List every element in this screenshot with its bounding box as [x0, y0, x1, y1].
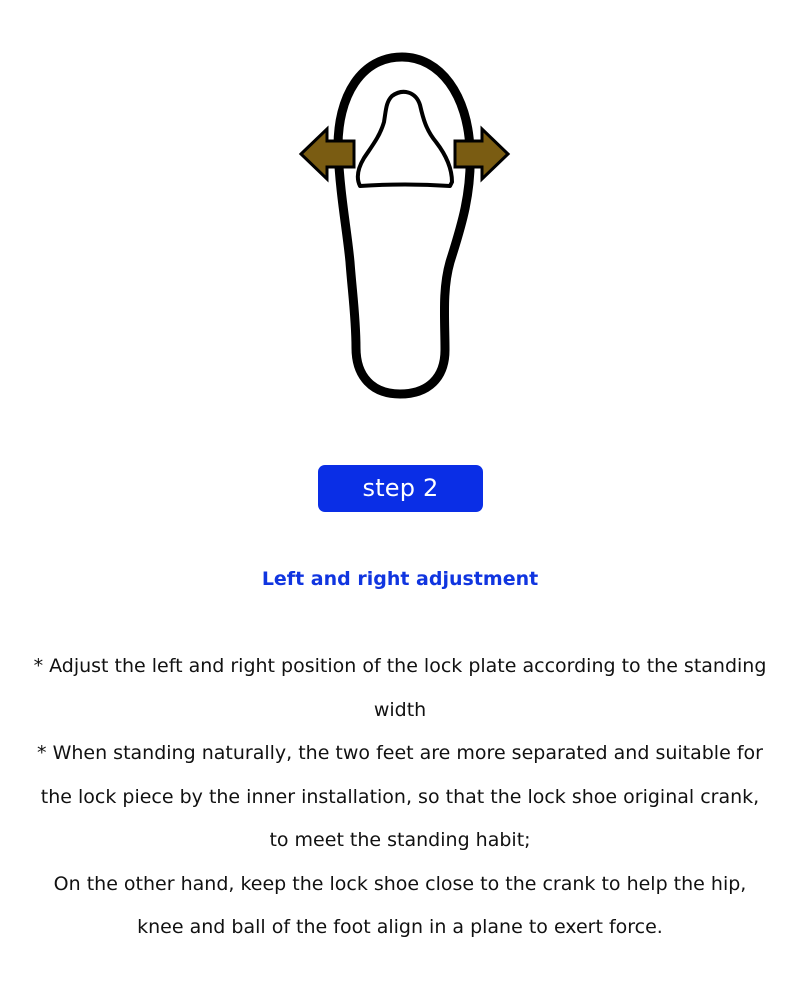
instructions-text: [30, 645, 770, 950]
shoe-adjustment-illustration: [0, 0, 800, 420]
step-badge: step 2: [318, 465, 483, 512]
instruction-paragraph: On the other hand, keep the lock shoe close to the crank to help the hip, knee and ball of the foot align in a plane to exert force.: [53, 872, 747, 938]
instruction-paragraph: * Adjust the left and right position of the lock plate according to the standing width: [33, 655, 767, 721]
section-title: Left and right adjustment: [261, 568, 539, 590]
instruction-paragraph: * When standing naturally, the two feet are more separated and suitable for the lock piece by the inner installation, so that the lock shoe original crank, to meet the standing habit;: [37, 742, 763, 851]
